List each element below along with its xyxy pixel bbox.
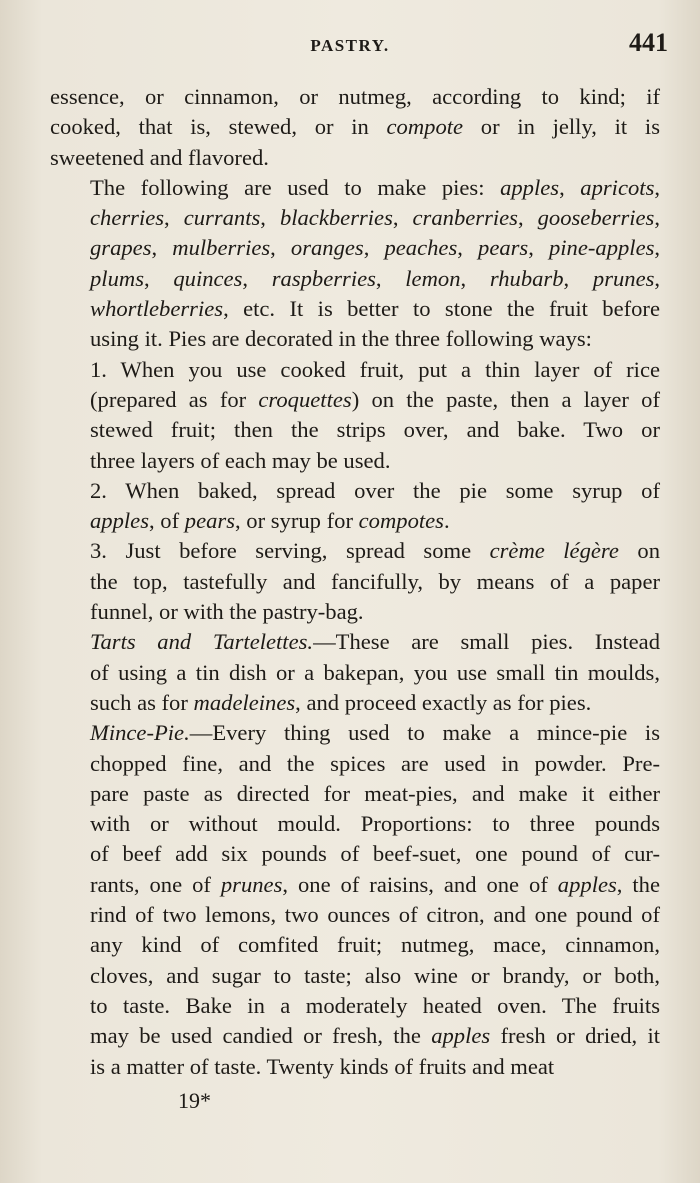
italic-term: whortleberries: [90, 296, 224, 322]
italic-term: compote: [386, 114, 464, 140]
text-line: to taste. Bake in a moderately heated oven. The fruits: [90, 992, 660, 1018]
text-line: chopped fine, and the spices are used in powder. Pre-: [90, 750, 660, 776]
page-header: [0, 28, 700, 60]
paragraph-p6: [50, 627, 660, 718]
italic-term: Mince-Pie.: [90, 720, 190, 746]
text-line: rants, one of prunes, one of raisins, and one of apples, the: [90, 871, 660, 897]
italic-term: croquettes: [258, 386, 352, 412]
italic-term: plums: [90, 265, 144, 291]
text-line: Tarts and Tartelettes.—These are small pies. Instead: [90, 629, 661, 655]
text-line: sweetened and flavored.: [50, 144, 269, 170]
italic-term: rhubarb: [489, 265, 564, 291]
text-line: 2. When baked, spread over the pie some syrup of: [90, 477, 660, 503]
paragraph-p3: [50, 355, 660, 476]
text-line: any kind of comfited fruit; nutmeg, mace, cinnamon,: [90, 932, 660, 958]
italic-term: apples: [90, 508, 149, 534]
running-head: PASTRY.: [310, 36, 390, 55]
italic-term: grapes: [90, 235, 152, 261]
text-line: grapes, mulberries, oranges, peaches, pears, pine-apples,: [90, 235, 661, 261]
italic-term: crème légère: [489, 538, 619, 564]
text-line: essence, or cinnamon, or nutmeg, according to kind; if: [50, 84, 660, 109]
italic-term: mulberries: [172, 235, 271, 261]
text-line: 3. Just before serving, spread some crème légère on: [90, 538, 660, 564]
italic-term: blackberries: [279, 205, 393, 231]
text-line: Mince-Pie.—Every thing used to make a mince-pie is: [90, 720, 660, 746]
italic-term: peaches: [384, 235, 458, 261]
italic-term: apples: [500, 174, 560, 200]
text-line: cooked, that is, stewed, or in compote or in jelly, it is: [50, 114, 660, 140]
italic-term: apricots: [580, 174, 655, 200]
italic-term: cranberries: [412, 205, 518, 231]
page-number: 441: [629, 28, 668, 57]
text-line: whortleberries, etc. It is better to stone the fruit before: [90, 296, 660, 322]
text-line: such as for madeleines, and proceed exactly as for pies.: [90, 689, 592, 715]
italic-term: madeleines: [193, 689, 296, 715]
text-line: three layers of each may be used.: [90, 447, 391, 473]
text-line: (prepared as for croquettes) on the paste, then a layer of: [90, 386, 660, 412]
paragraph-p4: [50, 476, 660, 537]
italic-term: pears: [184, 508, 235, 534]
text-line: stewed fruit; then the strips over, and bake. Two or: [90, 417, 660, 443]
italic-term: apples: [431, 1023, 491, 1049]
text-line: the top, tastefully and fancifully, by means of a paper: [90, 568, 660, 594]
italic-term: apples: [557, 871, 617, 897]
text-line: apples, of pears, or syrup for compotes.: [90, 508, 450, 534]
text-line: of beef add six pounds of beef-suet, one pound of cur-: [90, 841, 660, 867]
text-line: of using a tin dish or a bakepan, you use small tin moulds,: [90, 659, 660, 685]
text-line: The following are used to make pies: apples, apricots,: [90, 174, 661, 200]
text-line: is a matter of taste. Twenty kinds of fruits and meat: [90, 1053, 555, 1079]
text-line: funnel, or with the pastry-bag.: [90, 599, 364, 625]
italic-term: Tarts and Tartelettes.: [90, 629, 314, 655]
italic-term: gooseberries: [537, 205, 655, 231]
text-line: may be used candied or fresh, the apples fresh or dried, it: [90, 1023, 660, 1049]
italic-term: oranges: [290, 235, 364, 261]
italic-term: lemon: [405, 265, 461, 291]
italic-term: pine-apples: [548, 235, 655, 261]
text-line: cherries, currants, blackberries, cranberries, gooseberries,: [90, 205, 661, 231]
paragraph-p2: [50, 173, 660, 355]
italic-term: raspberries: [271, 265, 376, 291]
italic-term: prunes: [220, 871, 283, 897]
paragraph-p5: [50, 536, 660, 627]
paragraph-p7: [50, 718, 660, 1082]
italic-term: currants: [183, 205, 261, 231]
italic-term: prunes: [592, 265, 655, 291]
text-line: plums, quinces, raspberries, lemon, rhubarb, prunes,: [90, 265, 661, 291]
text-line: pare paste as directed for meat-pies, and make it either: [90, 780, 660, 806]
paragraph-p1: [50, 82, 660, 173]
text-line: cloves, and sugar to taste; also wine or brandy, or both,: [90, 962, 660, 988]
body-text: [50, 82, 660, 1082]
italic-term: cherries: [90, 205, 165, 231]
text-line: rind of two lemons, two ounces of citron, and one pound of: [90, 902, 660, 928]
italic-term: quinces: [173, 265, 243, 291]
italic-term: compotes: [358, 508, 444, 534]
text-line: 1. When you use cooked fruit, put a thin layer of rice: [90, 356, 660, 382]
signature-mark: 19*: [178, 1088, 211, 1113]
italic-term: pears: [478, 235, 529, 261]
text-line: with or without mould. Proportions: to three pounds: [90, 811, 660, 837]
text-line: using it. Pies are decorated in the three following ways:: [90, 326, 592, 352]
